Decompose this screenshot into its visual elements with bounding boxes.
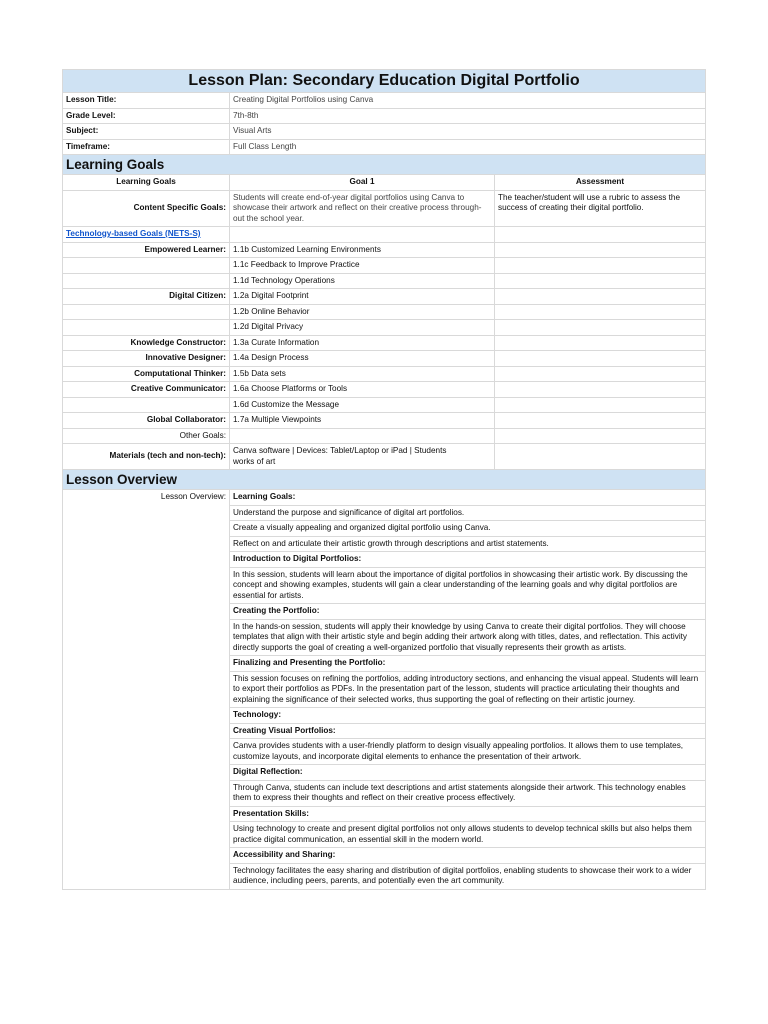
empty-cell — [63, 848, 230, 864]
overview-subheading[interactable]: Digital Reflection: — [230, 765, 706, 781]
tech-goal-label — [63, 273, 230, 289]
tech-goal-value[interactable]: 1.2a Digital Footprint — [230, 289, 495, 305]
lesson-plan-sheet — [62, 69, 705, 890]
empty-cell[interactable] — [495, 227, 706, 243]
tech-goal-label: Knowledge Constructor: — [63, 335, 230, 351]
overview-text[interactable]: Using technology to create and present digital portfolios not only allows students to develop technical skills but also helps them practice digital communication, an essential skill in the modern world. — [230, 822, 706, 848]
overview-subheading[interactable]: Introduction to Digital Portfolios: — [230, 552, 706, 568]
tech-goal-row — [63, 258, 706, 274]
overview-text[interactable]: Through Canva, students can include text descriptions and artist statements alongside their artwork. This technology enables them to express their thoughts and reflect on their creative process effectively. — [230, 780, 706, 806]
tech-goal-row — [63, 335, 706, 351]
info-row — [63, 139, 706, 155]
tech-goal-value[interactable]: 1.7a Multiple Viewpoints — [230, 413, 495, 429]
empty-cell[interactable] — [495, 304, 706, 320]
content-goal-text[interactable]: Students will create end-of-year digital portfolios using Canva to showcase their artwork and reflect on their creative process through-out the school year. — [230, 190, 495, 227]
overview-subheading[interactable]: Technology: — [230, 708, 706, 724]
empty-cell — [63, 765, 230, 781]
tech-goal-row — [63, 382, 706, 398]
overview-row — [63, 822, 706, 848]
learning-goals-heading: Learning Goals — [63, 155, 706, 175]
tech-goal-label — [63, 304, 230, 320]
lesson-overview-heading: Lesson Overview — [63, 470, 706, 490]
empty-cell — [63, 619, 230, 656]
overview-text[interactable]: Create a visually appealing and organized digital portfolio using Canva. — [230, 521, 706, 537]
tech-goal-row — [63, 351, 706, 367]
other-goals-row — [63, 428, 706, 444]
other-goals-value[interactable] — [230, 428, 495, 444]
tech-goal-label: Computational Thinker: — [63, 366, 230, 382]
info-label: Timeframe: — [63, 139, 230, 155]
overview-text[interactable]: Reflect on and articulate their artistic growth through descriptions and artist statements. — [230, 536, 706, 552]
info-label: Subject: — [63, 124, 230, 140]
overview-row — [63, 671, 706, 708]
empty-cell — [63, 723, 230, 739]
empty-cell[interactable] — [495, 273, 706, 289]
page-title: Lesson Plan: Secondary Education Digital Portfolio — [63, 70, 706, 93]
info-value[interactable]: 7th-8th — [230, 108, 706, 124]
empty-cell — [63, 552, 230, 568]
content-goal-row — [63, 190, 706, 227]
tech-goal-label — [63, 258, 230, 274]
overview-row — [63, 863, 706, 889]
materials-row — [63, 444, 706, 470]
tech-goal-row — [63, 413, 706, 429]
empty-cell — [63, 708, 230, 724]
tech-goal-label: Global Collaborator: — [63, 413, 230, 429]
overview-row — [63, 619, 706, 656]
overview-text[interactable]: Technology facilitates the easy sharing and distribution of digital portfolios, enabling students to showcase their work to a wider audience, including peers, parents, and potentially even the art community. — [230, 863, 706, 889]
empty-cell[interactable] — [495, 366, 706, 382]
tech-goal-row — [63, 242, 706, 258]
tech-goals-cell — [63, 227, 230, 243]
overview-subheading[interactable]: Learning Goals: — [230, 490, 706, 506]
empty-cell — [63, 863, 230, 889]
tech-goal-value[interactable]: 1.4a Design Process — [230, 351, 495, 367]
overview-row — [63, 723, 706, 739]
tech-goal-value[interactable]: 1.5b Data sets — [230, 366, 495, 382]
overview-row — [63, 765, 706, 781]
empty-cell[interactable] — [495, 258, 706, 274]
empty-cell — [63, 604, 230, 620]
tech-goal-label: Innovative Designer: — [63, 351, 230, 367]
empty-cell[interactable] — [495, 444, 706, 470]
info-row — [63, 93, 706, 109]
title-row — [63, 70, 706, 93]
column-header: Learning Goals — [63, 175, 230, 191]
content-goal-label: Content Specific Goals: — [63, 190, 230, 227]
goals-header-row — [63, 175, 706, 191]
overview-text[interactable]: In the hands-on session, students will apply their knowledge by using Canva to create their digital portfolios. They will choose templates that align with their artistic style and begin adding their artwork along with titles, dates, and reflectation. This activity directly supports the goal of creating a well-organized portfolio that visually represents their growth as artists. — [230, 619, 706, 656]
overview-text[interactable]: This session focuses on refining the portfolios, adding introductory sections, and enhancing the visual appeal. Students will learn to export their portfolios as PDFs. In the presentation part of the lesson, students will practice articulating their thoughts and explaining the significance of their selected works, thus supporting the goal of reflecting on their artistic journey. — [230, 671, 706, 708]
info-label: Grade Level: — [63, 108, 230, 124]
overview-row — [63, 806, 706, 822]
tech-goal-row — [63, 397, 706, 413]
overview-row — [63, 708, 706, 724]
overview-text[interactable]: In this session, students will learn about the importance of digital portfolios in showcasing their artistic work. By discussing the concept and showing examples, students will gain a clear understanding of the learning goals and why digital portfolios are essential for artists. — [230, 567, 706, 604]
empty-cell — [63, 780, 230, 806]
empty-cell — [63, 739, 230, 765]
materials-label: Materials (tech and non-tech): — [63, 444, 230, 470]
lesson-plan-table — [62, 69, 706, 890]
empty-cell — [63, 567, 230, 604]
empty-cell[interactable] — [495, 335, 706, 351]
empty-cell — [63, 656, 230, 672]
tech-goal-label — [63, 397, 230, 413]
empty-cell — [63, 521, 230, 537]
tech-goal-value[interactable]: 1.3a Curate Information — [230, 335, 495, 351]
tech-goal-row — [63, 273, 706, 289]
empty-cell[interactable] — [495, 351, 706, 367]
overview-text[interactable]: Understand the purpose and significance of digital art portfolios. — [230, 505, 706, 521]
overview-subheading[interactable]: Creating Visual Portfolios: — [230, 723, 706, 739]
empty-cell[interactable] — [495, 320, 706, 336]
empty-cell — [63, 806, 230, 822]
empty-cell[interactable] — [495, 397, 706, 413]
overview-row — [63, 490, 706, 506]
tech-goal-label: Empowered Learner: — [63, 242, 230, 258]
tech-goal-row — [63, 320, 706, 336]
tech-goal-value[interactable]: 1.1b Customized Learning Environments — [230, 242, 495, 258]
empty-cell — [63, 671, 230, 708]
tech-goal-row — [63, 304, 706, 320]
other-goals-label: Other Goals: — [63, 428, 230, 444]
tech-goal-row — [63, 366, 706, 382]
overview-row — [63, 780, 706, 806]
tech-goal-value[interactable]: 1.1d Technology Operations — [230, 273, 495, 289]
overview-row — [63, 552, 706, 568]
empty-cell — [63, 536, 230, 552]
overview-subheading[interactable]: Finalizing and Presenting the Portfolio: — [230, 656, 706, 672]
tech-goals-link-row — [63, 227, 706, 243]
overview-row — [63, 848, 706, 864]
overview-row — [63, 505, 706, 521]
tech-goals-link[interactable]: Technology-based Goals (NETS-S) — [66, 229, 201, 238]
lesson-overview-label: Lesson Overview: — [63, 490, 230, 506]
info-row — [63, 124, 706, 140]
empty-cell[interactable] — [230, 227, 495, 243]
empty-cell — [63, 505, 230, 521]
empty-cell[interactable] — [495, 428, 706, 444]
column-header: Assessment — [495, 175, 706, 191]
empty-cell[interactable] — [495, 382, 706, 398]
overview-subheading[interactable]: Presentation Skills: — [230, 806, 706, 822]
info-value[interactable]: Creating Digital Portfolios using Canva — [230, 93, 706, 109]
empty-cell[interactable] — [495, 289, 706, 305]
materials-value[interactable]: Canva software | Devices: Tablet/Laptop or iPad | Students works of art — [230, 444, 495, 470]
overview-row — [63, 536, 706, 552]
tech-goal-row — [63, 289, 706, 305]
info-label: Lesson Title: — [63, 93, 230, 109]
empty-cell[interactable] — [495, 413, 706, 429]
column-header: Goal 1 — [230, 175, 495, 191]
overview-row — [63, 521, 706, 537]
overview-row — [63, 656, 706, 672]
overview-row — [63, 567, 706, 604]
lesson-plan-body — [63, 70, 706, 890]
tech-goal-value[interactable]: 1.1c Feedback to Improve Practice — [230, 258, 495, 274]
tech-goal-value[interactable]: 1.6a Choose Platforms or Tools — [230, 382, 495, 398]
overview-subheading[interactable]: Creating the Portfolio: — [230, 604, 706, 620]
info-row — [63, 108, 706, 124]
learning-goals-section-row — [63, 155, 706, 175]
overview-row — [63, 604, 706, 620]
info-value[interactable]: Visual Arts — [230, 124, 706, 140]
overview-subheading[interactable]: Accessibility and Sharing: — [230, 848, 706, 864]
empty-cell[interactable] — [495, 242, 706, 258]
info-value[interactable]: Full Class Length — [230, 139, 706, 155]
tech-goal-label — [63, 320, 230, 336]
lesson-overview-section-row — [63, 470, 706, 490]
content-assessment-text[interactable]: The teacher/student will use a rubric to assess the success of creating their digital portfolio. — [495, 190, 706, 227]
overview-text[interactable]: Canva provides students with a user-friendly platform to design visually appealing portfolios. It allows them to use templates, customize layouts, and incorporate digital elements to enhance the presentation of their artwork. — [230, 739, 706, 765]
tech-goal-value[interactable]: 1.2b Online Behavior — [230, 304, 495, 320]
tech-goal-label: Creative Communicator: — [63, 382, 230, 398]
overview-row — [63, 739, 706, 765]
tech-goal-value[interactable]: 1.6d Customize the Message — [230, 397, 495, 413]
tech-goal-label: Digital Citizen: — [63, 289, 230, 305]
empty-cell — [63, 822, 230, 848]
tech-goal-value[interactable]: 1.2d Digital Privacy — [230, 320, 495, 336]
